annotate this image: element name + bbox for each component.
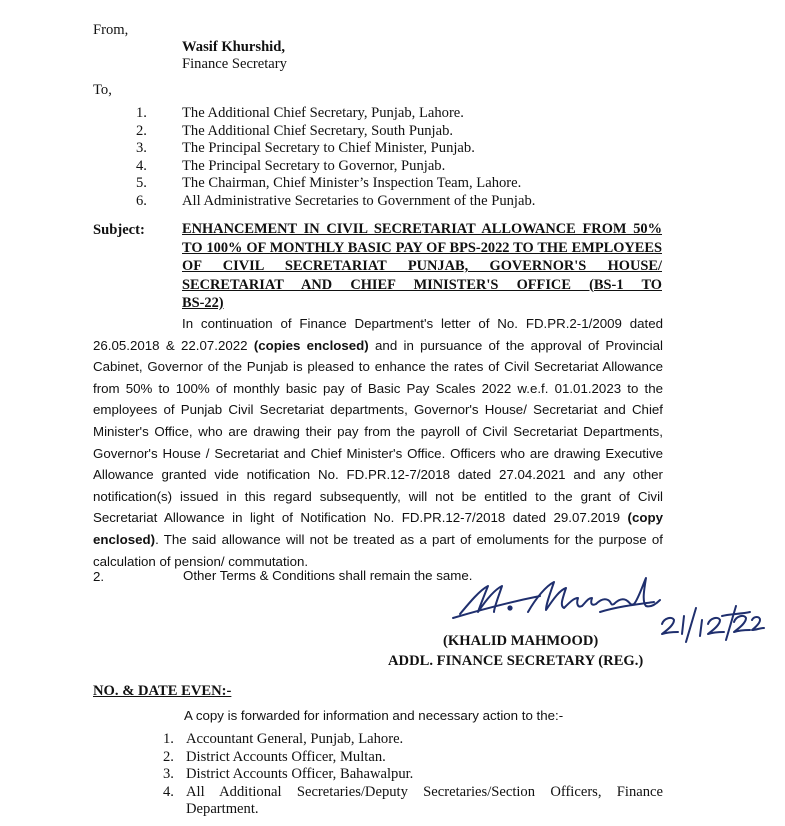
item-number: 1.: [136, 105, 147, 121]
item-number: 2.: [163, 748, 174, 765]
item-text: The Chairman, Chief Minister’s Inspection Team, Lahore.: [182, 175, 522, 192]
item-text: The Additional Chief Secretary, Punjab, Lahore.: [182, 105, 464, 121]
list-item: [0, 175, 785, 193]
list-item: [0, 731, 785, 749]
subject-label: Subject:: [93, 222, 145, 238]
list-item: [0, 766, 785, 784]
paragraph-text: . The said allowance will not be treated as a part of emoluments for the purpose of calculation of pension/ commutation.: [93, 531, 663, 569]
list-item: [0, 158, 785, 176]
list-item: [0, 784, 785, 819]
item-text: All Additional Secretaries/Deputy Secretaries/Section Officers, Finance Department.: [186, 783, 663, 817]
item-text: All Administrative Secretaries to Government of the Punjab.: [182, 192, 536, 209]
sender-name: Wasif Khurshid,: [182, 39, 286, 55]
body-paragraph-1: [93, 313, 663, 572]
subject-text-main: ENHANCEMENT IN CIVIL SECRETARIAT ALLOWANCE FROM 50% TO 100% OF MONTHLY BASIC PAY OF BPS-2022 TO THE EMPLOYEES OF CIVIL SECRETARIAT PUNJAB, GOVERNOR'S HOUSE/ SECRETARIAT AND CHIEF MINISTER'S OFFICE (BS-1 TO: [182, 221, 662, 293]
list-item: [0, 140, 785, 158]
signer-title: ADDL. FINANCE SECRETARY (REG.): [388, 653, 644, 669]
item-text: District Accounts Officer, Bahawalpur.: [186, 766, 414, 782]
item-number: 4.: [163, 783, 174, 800]
from-label: From,: [93, 22, 129, 38]
list-item: [0, 749, 785, 767]
endorsement-heading: NO. & DATE EVEN:-: [93, 683, 232, 699]
list-item: [0, 123, 785, 141]
item-number: 1.: [163, 731, 174, 747]
list-item: [0, 193, 785, 211]
item-text: The Additional Chief Secretary, South Punjab.: [182, 122, 454, 139]
item-text: The Principal Secretary to Chief Minister, Punjab.: [182, 140, 475, 157]
signer-name: (KHALID MAHMOOD): [443, 633, 599, 649]
item-text: The Principal Secretary to Governor, Punjab.: [182, 157, 446, 174]
item-number: 3.: [163, 766, 174, 782]
copies-enclosed-note: (copies enclosed): [253, 337, 369, 353]
item-number: 4.: [136, 157, 147, 174]
item-number: 2.: [136, 122, 147, 139]
item-number: 3.: [136, 140, 147, 157]
subject-text: [182, 220, 662, 313]
item-number: 6.: [136, 192, 147, 209]
paragraph-2-number: 2.: [93, 569, 105, 584]
item-number: 5.: [136, 175, 147, 192]
item-text: Accountant General, Punjab, Lahore.: [186, 731, 404, 747]
endorsement-intro: A copy is forwarded for information and necessary action to the:-: [184, 708, 564, 723]
list-item: [0, 105, 785, 123]
paragraph-text: In continuation of Finance Department's letter of No. FD.PR.2-1/2009 dated 26.05.2018 & 22.07.2022: [93, 316, 663, 353]
subject-text-last: BS-22): [182, 295, 224, 311]
to-label: To,: [93, 82, 112, 98]
recipient-list: [0, 105, 785, 211]
copy-enclosed-note: (copy enclosed): [93, 510, 663, 547]
copy-recipient-list: [0, 731, 785, 819]
paragraph-text: and in pursuance of the approval of Provincial Cabinet, Governor of the Punjab is pleased to enhance the rates of Civil Secretariat Allowance from 50% to 100% of monthly basic pay of Basic Pay Scales 2022 w.e.f. 01.01.2023 to the employees of Punjab Civil Secretariat departments, Governor's House/ Secretariat and Chief Minister's Office, who are drawing their pay from the payroll of Civil Secretariat Departments, Governor's House / Secretariat and Chief Minister's Office. Officers who are drawing Executive Allowance granted vide notification No. FD.PR.12-7/2018 dated 27.04.2021 and any other notification(s) issued in this regard subsequently, will not be entitled to the grant of Civil Secretariat Allowance in light of Notification No. FD.PR.12-7/2018 dated 29.07.2019: [93, 337, 663, 526]
item-text: District Accounts Officer, Multan.: [186, 748, 386, 765]
paragraph-2-text: Other Terms & Conditions shall remain the same.: [183, 568, 473, 583]
sender-title: Finance Secretary: [182, 56, 287, 72]
